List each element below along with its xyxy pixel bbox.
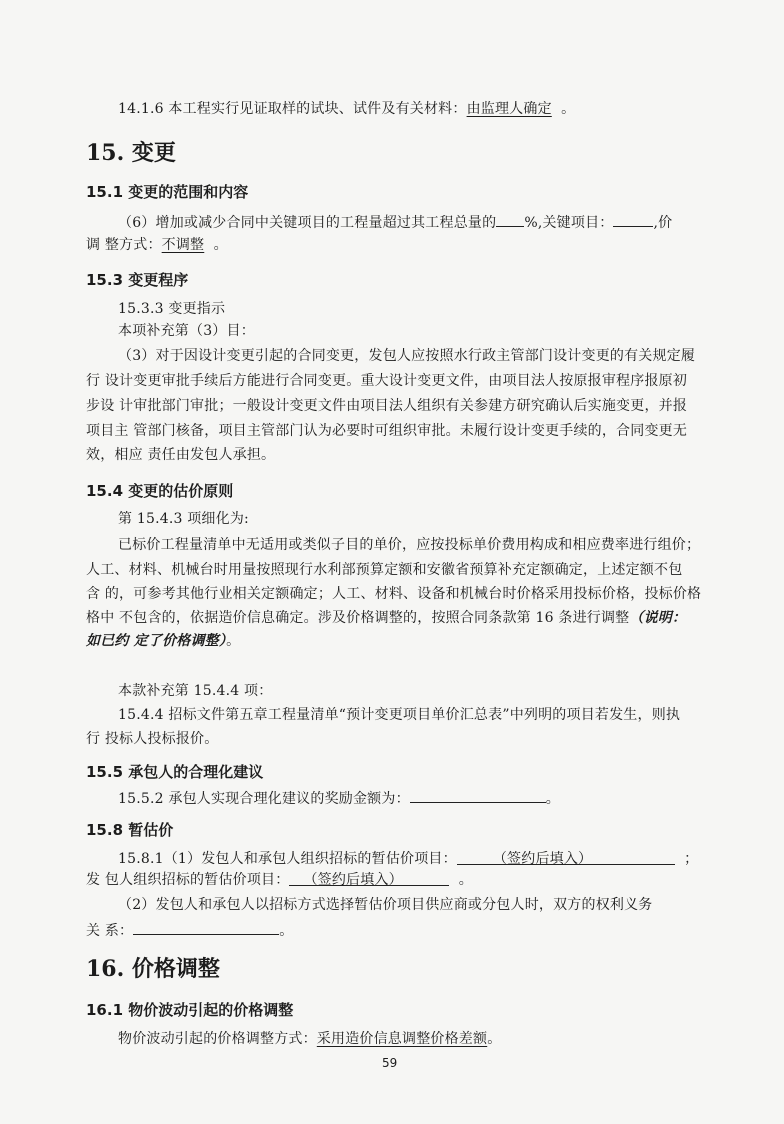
clause-end: 。 bbox=[279, 923, 294, 939]
filled-value: 由监理人确定 bbox=[466, 101, 552, 117]
clause-text: 调 整方式： bbox=[86, 237, 162, 253]
paragraph-line: 人工、材料、机械台时用量按照现行水利部预算定额和安徽省预算补充定额确定，上述定额不包 bbox=[86, 562, 683, 578]
clause-text: 15.5.2 承包人实现合理化建议的奖励金额为： bbox=[118, 791, 410, 807]
clause-15-8-1-employer bbox=[86, 871, 473, 889]
clause-text: 14.1.6 本工程实行见证取样的试块、试件及有关材料： bbox=[118, 101, 467, 117]
filled-value: 采用造价信息调整价格差额 bbox=[316, 1031, 488, 1047]
clause-15-1-6-adjust bbox=[86, 236, 228, 254]
paragraph-line: 含 的，可参考其他行业相关定额确定；人工、材料、设备和机械台时价格采用投标价格，投标价格 bbox=[86, 586, 702, 602]
subsection-heading-15-3: 15.3 变更程序 bbox=[86, 271, 189, 289]
clause-end: ； bbox=[684, 851, 699, 867]
clause-end: 。 bbox=[213, 237, 228, 253]
paragraph-line: 已标价工程量清单中无适用或类似子目的单价，应按投标单价费用构成和相应费率进行组价； bbox=[118, 537, 701, 553]
clause-15-1-6 bbox=[118, 212, 672, 232]
note-text: （说明： bbox=[629, 610, 687, 626]
note-text: 如已约 定了价格调整） bbox=[86, 633, 227, 649]
paragraph-line bbox=[86, 609, 686, 627]
subsection-heading-15-8: 15.8 暂估价 bbox=[86, 821, 174, 839]
page-number: 59 bbox=[382, 1056, 398, 1070]
section-heading-15: 15. 变更 bbox=[86, 140, 176, 166]
paragraph-line: 行 设计变更审批手续后方能进行合同变更。重大设计变更文件，由项目法人按原报审程序报原初 bbox=[86, 373, 688, 389]
subsection-heading-16-1: 16.1 物价波动引起的价格调整 bbox=[86, 1001, 294, 1019]
clause-text: ,价 bbox=[653, 215, 673, 231]
filled-value: （签约后填入） bbox=[303, 872, 403, 888]
paragraph-line: （3）对于因设计变更引起的合同变更，发包人应按照水行政主管部门设计变更的有关规定履 bbox=[118, 348, 696, 364]
paragraph-line: 行 投标人投标报价。 bbox=[86, 731, 219, 747]
blank-percent bbox=[496, 212, 524, 227]
clause-end: 。 bbox=[561, 101, 576, 117]
blank-rights-obligations bbox=[133, 920, 279, 935]
blank-key-items bbox=[613, 212, 653, 227]
filled-value-line bbox=[289, 871, 449, 886]
paragraph-line: 15.4.4 招标文件第五章工程量清单“预计变更项目单价汇总表”中列明的项目若发生，则执 bbox=[118, 707, 681, 723]
clause-16-1 bbox=[118, 1030, 501, 1048]
clause-14-1-6 bbox=[118, 100, 575, 118]
clause-end: 。 bbox=[487, 1031, 502, 1047]
clause-end: 。 bbox=[458, 872, 473, 888]
clause-text: 发 包人组织招标的暂估价项目： bbox=[86, 872, 290, 888]
clause-text: 15.8.1（1）发包人和承包人组织招标的暂估价项目： bbox=[118, 851, 457, 867]
clause-15-5-2 bbox=[118, 788, 560, 808]
clause-15-8-2: （2）发包人和承包人以招标方式选择暂估价项目供应商或分包人时，双方的权利义务 bbox=[118, 897, 653, 913]
paragraph-line: 项目主 管部门核备，项目主管部门认为必要时可组织审批。未履行设计变更手续的，合同变更无 bbox=[86, 423, 688, 439]
section-heading-16: 16. 价格调整 bbox=[86, 956, 220, 982]
filled-value: 不调整 bbox=[161, 237, 205, 253]
paragraph-text: 格中 不包含的，依据造价信息确定。涉及价格调整的，按照合同条款第 16 条进行调整 bbox=[86, 610, 630, 626]
clause-15-4-3: 第 15.4.3 项细化为: bbox=[118, 511, 249, 527]
filled-value-line bbox=[457, 850, 675, 865]
supplement-note: 本项补充第（3）目： bbox=[118, 323, 255, 339]
paragraph-end: 。 bbox=[226, 633, 241, 649]
filled-value: （签约后填入） bbox=[492, 851, 593, 867]
subsection-heading-15-1: 15.1 变更的范围和内容 bbox=[86, 183, 249, 201]
supplement-note: 本款补充第 15.4.4 项： bbox=[118, 683, 273, 699]
paragraph-line bbox=[86, 632, 240, 650]
blank-reward-amount bbox=[410, 788, 546, 803]
subsection-heading-15-5: 15.5 承包人的合理化建议 bbox=[86, 763, 264, 781]
clause-end: 。 bbox=[545, 791, 560, 807]
clause-text: （6）增加或减少合同中关键项目的工程量超过其工程总量的 bbox=[118, 215, 497, 231]
clause-15-8-1 bbox=[118, 850, 698, 868]
clause-text: %,关键项目： bbox=[524, 215, 614, 231]
clause-15-8-2-relation bbox=[86, 920, 293, 940]
clause-15-3-3: 15.3.3 变更指示 bbox=[118, 301, 226, 317]
paragraph-line: 效，相应 责任由发包人承担。 bbox=[86, 447, 276, 463]
clause-text: 物价波动引起的价格调整方式： bbox=[118, 1031, 317, 1047]
paragraph-line: 步设 计审批部门审批；一般设计变更文件由项目法人组织有关参建方研究确认后实施变更，并报 bbox=[86, 398, 688, 414]
clause-text: 关 系： bbox=[86, 923, 134, 939]
subsection-heading-15-4: 15.4 变更的估价原则 bbox=[86, 482, 234, 500]
